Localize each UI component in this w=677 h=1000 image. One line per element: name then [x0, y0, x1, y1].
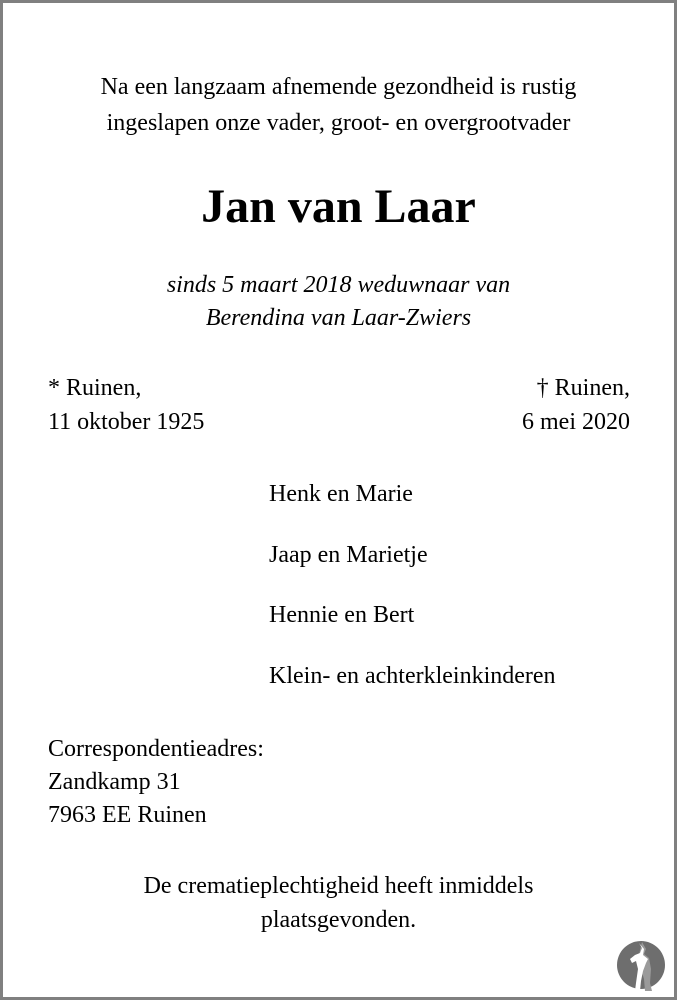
closing-line-2: plaatsgevonden. — [260, 907, 417, 933]
intro-line-2: ingeslapen onze vader, groot- en overgrootvader — [106, 110, 571, 136]
intro-line-1: Na een langzaam afnemende gezondheid is rustig — [100, 74, 577, 100]
embracing-figures-icon — [615, 939, 667, 991]
deceased-name: Jan van Laar — [201, 180, 476, 233]
address-postal-city: 7963 EE Ruinen — [48, 802, 207, 828]
birth-place: * Ruinen, — [48, 375, 142, 401]
family-line: Jaap en Marietje — [269, 542, 428, 568]
widower-line-2: Berendina van Laar-Zwiers — [205, 305, 472, 331]
closing-line-1: De crematieplechtigheid heeft inmiddels — [143, 873, 534, 899]
widower-line-1: sinds 5 maart 2018 weduwnaar van — [166, 272, 511, 298]
death-place: † Ruinen, — [536, 375, 630, 401]
address-street: Zandkamp 31 — [48, 769, 181, 795]
death-date: 6 mei 2020 — [522, 409, 630, 435]
family-line: Klein- en achterkleinkinderen — [269, 663, 556, 689]
family-line: Hennie en Bert — [269, 602, 415, 628]
address-label: Correspondentieadres: — [48, 736, 264, 762]
birth-date: 11 oktober 1925 — [48, 409, 205, 435]
family-line: Henk en Marie — [269, 481, 413, 507]
